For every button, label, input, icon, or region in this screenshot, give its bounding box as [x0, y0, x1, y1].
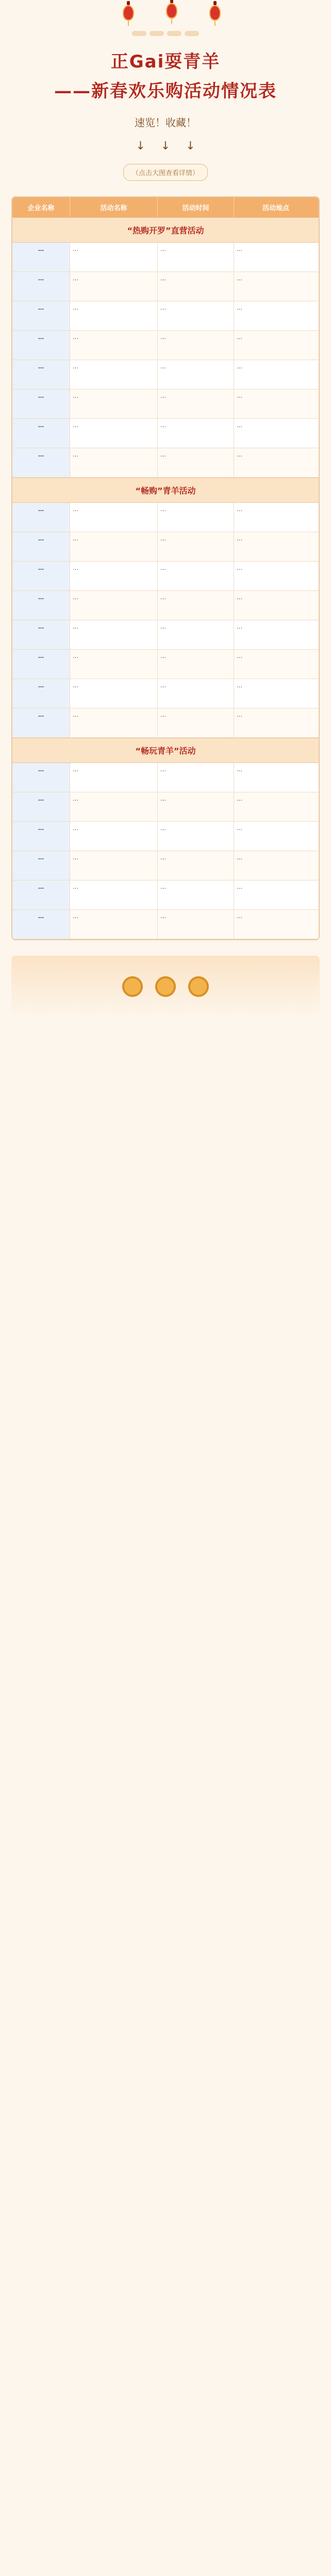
cell-time: …: [158, 448, 234, 477]
cell-place: …: [237, 884, 242, 890]
cell-venue: …: [12, 910, 70, 939]
table-row: [12, 301, 319, 331]
table-row: [12, 620, 319, 650]
cell-time: …: [158, 562, 234, 590]
cell-place: …: [237, 825, 242, 832]
cell-time: …: [158, 620, 234, 649]
arrow-down-icon: ↓: [160, 140, 171, 152]
cell-place: …: [237, 246, 242, 252]
cell-name: …: [70, 360, 158, 389]
cell-time: …: [158, 503, 234, 532]
cell-time: …: [158, 880, 234, 909]
cell-venue: …: [12, 243, 70, 272]
cell-name: …: [70, 389, 158, 418]
table-row: [12, 880, 319, 910]
section-title: “畅玩青羊”活动: [12, 738, 319, 763]
cell-name: …: [70, 562, 158, 590]
cell-name: …: [70, 301, 158, 330]
cell-name: …: [70, 419, 158, 448]
cell-time: …: [158, 331, 234, 360]
cell-venue: …: [12, 503, 70, 532]
table-row: [12, 792, 319, 822]
cell-place: …: [237, 334, 242, 341]
table-row: [12, 503, 319, 532]
table-row: [12, 851, 319, 880]
cell-place: …: [237, 304, 242, 311]
cell-name: …: [70, 763, 158, 792]
column-header: 活动地点: [262, 205, 289, 212]
page-title: 正Gai耍青羊: [110, 52, 221, 72]
cell-place: …: [237, 854, 242, 861]
cloud-icon: [132, 31, 146, 36]
table-row: [12, 389, 319, 419]
cell-name: …: [70, 620, 158, 649]
cell-time: …: [158, 763, 234, 792]
title-block: [11, 45, 320, 181]
bottom-decoration: [11, 956, 320, 1018]
table-row: [12, 419, 319, 448]
cell-name: …: [70, 851, 158, 880]
table-row: [12, 448, 319, 478]
table-row: [12, 532, 319, 562]
section-rows: [12, 503, 319, 738]
table-header: [12, 197, 319, 217]
section-title: “热购开罗”直营活动: [12, 217, 319, 243]
table-body: [12, 217, 319, 939]
cloud-icon: [185, 31, 199, 36]
cell-place: …: [237, 795, 242, 802]
table-row: [12, 650, 319, 679]
cell-name: …: [70, 792, 158, 821]
cell-time: …: [158, 243, 234, 272]
cell-venue: …: [12, 331, 70, 360]
lantern-icon: [123, 5, 134, 21]
cloud-decoration: [11, 31, 320, 40]
cell-venue: …: [12, 792, 70, 821]
cell-place: …: [237, 422, 242, 429]
cell-name: …: [70, 591, 158, 620]
cell-venue: …: [12, 562, 70, 590]
activity-table: [11, 196, 320, 940]
cell-venue: …: [12, 708, 70, 737]
cell-place: …: [237, 913, 242, 920]
cell-place: …: [237, 682, 242, 689]
table-row: [12, 562, 319, 591]
cell-name: …: [70, 448, 158, 477]
cell-time: …: [158, 301, 234, 330]
table-row: [12, 591, 319, 620]
lantern-icon: [209, 5, 221, 21]
cell-venue: …: [12, 360, 70, 389]
table-row: [12, 331, 319, 360]
cell-place: …: [237, 623, 242, 630]
cell-venue: …: [12, 272, 70, 301]
cell-time: …: [158, 851, 234, 880]
cell-time: …: [158, 389, 234, 418]
table-row: [12, 763, 319, 792]
column-header: 企业名称: [12, 197, 70, 217]
coin-icon: [188, 976, 209, 997]
cell-place: …: [237, 594, 242, 601]
table-row: [12, 822, 319, 851]
arrow-down-icon: ↓: [186, 140, 195, 152]
cell-venue: …: [12, 679, 70, 708]
cell-venue: …: [12, 822, 70, 851]
table-row: [12, 272, 319, 301]
cell-place: …: [237, 711, 242, 718]
cell-venue: …: [12, 591, 70, 620]
cell-venue: …: [12, 880, 70, 909]
column-header: 活动名称: [70, 197, 158, 217]
subtitle: 速览！收藏！: [135, 116, 196, 129]
cell-venue: …: [12, 650, 70, 679]
cell-place: …: [237, 363, 242, 370]
cell-place: …: [237, 275, 242, 282]
cell-venue: …: [12, 389, 70, 418]
cloud-icon: [167, 31, 181, 36]
cell-name: …: [70, 243, 158, 272]
cell-venue: …: [12, 763, 70, 792]
cell-place: …: [237, 451, 242, 458]
top-decoration: [11, 0, 320, 45]
cell-time: …: [158, 532, 234, 561]
cell-time: …: [158, 360, 234, 389]
cell-time: …: [158, 650, 234, 679]
cell-name: …: [70, 822, 158, 851]
table-row: [12, 679, 319, 708]
table-row: [12, 243, 319, 272]
arrow-row: [11, 140, 320, 152]
cell-name: …: [70, 650, 158, 679]
cell-name: …: [70, 679, 158, 708]
cell-venue: …: [12, 419, 70, 448]
cell-venue: …: [12, 851, 70, 880]
cell-place: …: [237, 506, 242, 513]
table-row: [12, 708, 319, 738]
section-rows: [12, 243, 319, 478]
cell-venue: …: [12, 301, 70, 330]
cell-venue: …: [12, 532, 70, 561]
cell-name: …: [70, 503, 158, 532]
cell-name: …: [70, 532, 158, 561]
column-header: 活动时间: [158, 197, 234, 217]
cell-place: …: [237, 766, 242, 773]
cell-place: …: [237, 565, 242, 571]
cell-place: …: [237, 535, 242, 542]
page-title-line2: ——新春欢乐购活动情况表: [54, 81, 277, 101]
lantern-icon: [166, 3, 177, 19]
cell-time: …: [158, 679, 234, 708]
note-pill: （点击大图查看详情）: [123, 164, 208, 181]
cell-place: …: [237, 393, 242, 399]
cell-time: …: [158, 708, 234, 737]
cell-name: …: [70, 272, 158, 301]
cell-time: …: [158, 419, 234, 448]
cell-place: …: [237, 653, 242, 659]
arrow-down-icon: ↓: [136, 140, 145, 152]
cell-name: …: [70, 880, 158, 909]
cloud-icon: [150, 31, 164, 36]
section-title: “畅购”青羊活动: [12, 478, 319, 503]
coin-icon: [155, 976, 176, 997]
cell-venue: …: [12, 620, 70, 649]
cell-time: …: [158, 272, 234, 301]
cell-time: …: [158, 591, 234, 620]
section-rows: [12, 763, 319, 939]
cell-name: …: [70, 331, 158, 360]
cell-time: …: [158, 910, 234, 939]
cell-venue: …: [12, 448, 70, 477]
cell-name: …: [70, 910, 158, 939]
cell-time: …: [158, 792, 234, 821]
table-row: [12, 910, 319, 939]
table-row: [12, 360, 319, 389]
cell-name: …: [70, 708, 158, 737]
cell-time: …: [158, 822, 234, 851]
coin-icon: [122, 976, 143, 997]
